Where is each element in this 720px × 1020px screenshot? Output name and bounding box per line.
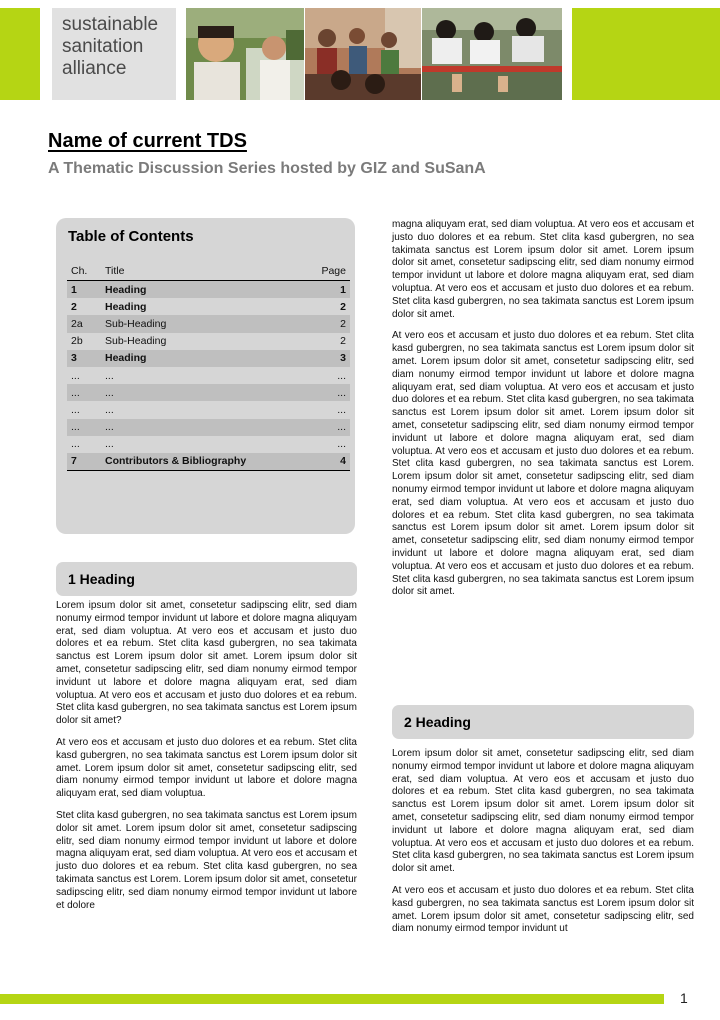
toc-row-ch: 7 [67, 453, 101, 471]
toc-row-page: ... [305, 419, 350, 436]
logo [52, 8, 176, 100]
toc-row[interactable] [67, 436, 350, 453]
paragraph: At vero eos et accusam et justo duo dolores et ea rebum. Stet clita kasd gubergren, no sea takimata sanctus est Lorem ipsum dolor sit amet. Lorem ipsum dolor sit amet, consetetur sadipscing elitr, sed diam nonumy eirmod tempor invidunt ut labore et dolore magna aliquyam erat, sed diam voluptua. At vero eos et accusam et justo duo dolores et ea rebum. Stet clita kasd gubergren, no sea takimata sanctus est Lorem ipsum dolor sit amet. Lorem ipsum dolor sit amet, consetetur sadipscing elitr, sed diam nonumy eirmod tempor invidunt ut labore et dolore magna aliquyam erat, sed diam voluptua. At vero eos et accusam et justo duo dolores et ea rebum. Stet clita kasd gubergren, no sea takimata sanctus est Lorem. Lorem ipsum dolor sit amet, consetetur sadipscing elitr, sed diam nonumy eirmod tempor invidunt ut labore et dolore magna aliquyam erat, sed diam voluptua. At vero eos et accusam et justo duo dolores et ea rebum. Stet clita kasd gubergren, no sea takimata sanctus est Lorem ipsum dolor sit amet. Lorem ipsum dolor sit amet, consetetur sadipscing elitr, sed diam nonumy eirmod tempor invidunt ut labore et dolore magna aliquyam erat, sed diam voluptua. At vero eos et accusam et justo duo dolores et ea rebum. Stet clita kasd gubergren, no sea takimata sanctus est Lorem ipsum dolor sit amet. [392, 330, 694, 598]
toc-row[interactable] [67, 367, 350, 384]
toc-row-ch: 3 [67, 350, 101, 367]
header-photo-handwashing [422, 8, 562, 100]
header-accent-right [572, 8, 720, 100]
toc-row[interactable] [67, 419, 350, 436]
toc-row-ch: ... [71, 438, 80, 451]
logo-line: sanitation [62, 36, 144, 57]
toc-row-title: Contributors & Bibliography [101, 453, 305, 471]
toc-row-ch: 2b [71, 335, 83, 348]
toc-row-page: ... [337, 403, 346, 416]
right-column-text-bottom [392, 748, 694, 945]
table-of-contents [56, 218, 355, 534]
toc-row-page: 3 [305, 350, 350, 367]
toc-row-page: 2 [305, 315, 350, 332]
toc-row-page: ... [337, 369, 346, 382]
header-photo-group [305, 8, 421, 100]
toc-row-page: 4 [305, 453, 350, 471]
toc-row-title: ... [105, 369, 114, 382]
toc-row-page: 1 [305, 281, 350, 299]
toc-table [67, 262, 350, 471]
toc-col-title: Title [101, 262, 305, 281]
toc-row-title: ... [105, 438, 114, 451]
toc-row-title: Heading [101, 350, 305, 367]
toc-row-title: ... [101, 419, 305, 436]
toc-row-ch: ... [71, 369, 80, 382]
toc-row-ch: ... [67, 419, 101, 436]
toc-row[interactable] [67, 401, 350, 418]
toc-row-title: Heading [101, 281, 305, 299]
toc-row-ch: 1 [67, 281, 101, 299]
left-column-text [56, 600, 357, 921]
toc-row[interactable] [67, 281, 350, 299]
header-accent-left [0, 8, 40, 100]
toc-row-title: ... [101, 384, 305, 401]
toc-row-page: 2 [340, 335, 346, 348]
section-heading-text: 2 Heading [404, 714, 471, 730]
logo-text [62, 14, 158, 80]
logo-line: sustainable [62, 14, 159, 35]
toc-row[interactable] [67, 350, 350, 367]
toc-row-title: Sub-Heading [105, 335, 167, 348]
paragraph: Lorem ipsum dolor sit amet, consetetur sadipscing elitr, sed diam nonumy eirmod tempor invidunt ut labore et dolore magna aliquyam erat, sed diam voluptua. At vero eos et accusam et justo duo dolores et ea rebum. Stet clita kasd gubergren, no sea takimata sanctus est Lorem ipsum dolor sit amet. Lorem ipsum dolor sit amet, consetetur sadipscing elitr, sed diam nonumy eirmod tempor invidunt ut labore et dolore magna aliquyam erat, sed diam voluptua. At vero eos et accusam et justo duo dolores et ea rebum. Stet clita kasd gubergren, no sea takimata sanctus est Lorem ipsum dolor sit amet. [392, 748, 694, 875]
paragraph: Stet clita kasd gubergren, no sea takimata sanctus est Lorem ipsum dolor sit amet. Lorem ipsum dolor sit amet, consetetur sadipscing elitr, sed diam nonumy eirmod tempor invidunt ut labore et dolore magna aliquyam erat, sed diam voluptua. At vero eos et accusam et justo duo dolores et ea rebum. Stet clita kasd gubergren, no sea takimata sanctus est Lorem. Lorem ipsum dolor sit amet, consetetur sadipscing elitr, sed diam nonumy eirmod tempor invidunt ut labore et dolore [56, 809, 357, 911]
toc-row[interactable] [67, 384, 350, 401]
toc-row-ch: 2 [71, 300, 77, 313]
page-number: 1 [680, 990, 688, 1006]
toc-col-page: Page [305, 262, 350, 281]
toc-row-page: ... [337, 438, 346, 451]
paragraph: At vero eos et accusam et justo duo dolores et ea rebum. Stet clita kasd gubergren, no sea takimata sanctus est Lorem ipsum dolor sit amet. Lorem ipsum dolor sit amet, consetetur sadipscing elitr, sed diam nonumy eirmod tempor invidunt ut labore et dolore magna aliquyam erat, sed diam voluptua. [56, 736, 357, 800]
toc-row-page: 2 [340, 300, 346, 313]
document-title: Name of current TDS [48, 130, 247, 152]
toc-row[interactable] [67, 298, 350, 315]
toc-row-title: ... [105, 403, 114, 416]
toc-row[interactable] [67, 453, 350, 471]
toc-header-row [67, 262, 350, 281]
paragraph: Lorem ipsum dolor sit amet, consetetur sadipscing elitr, sed diam nonumy eirmod tempor invidunt ut labore et dolore magna aliquyam erat, sed diam voluptua. At vero eos et accusam et justo duo dolores et ea rebum. Stet clita kasd gubergren, no sea takimata sanctus est Lorem ipsum dolor sit amet. Lorem ipsum dolor sit amet, consetetur sadipscing elitr, sed diam nonumy eirmod tempor invidunt ut labore et dolore magna aliquyam erat, sed diam voluptua. At vero eos et accusam et justo duo dolores et ea rebum. Stet clita kasd gubergren, no sea takimata sanctus est Lorem ipsum dolor sit amet? [56, 600, 357, 727]
paragraph: magna aliquyam erat, sed diam voluptua. At vero eos et accusam et justo duo dolores et ea rebum. Stet clita kasd gubergren, no sea takimata sanctus est Lorem ipsum dolor sit amet. Lorem ipsum dolor sit amet, consetetur sadipscing elitr, sed diam nonumy eirmod tempor invidunt ut labore et dolore magna aliquyam erat, sed diam voluptua. At vero eos et accusam et justo duo dolores et ea rebum. Stet clita kasd gubergren, no sea takimata sanctus est Lorem ipsum dolor sit amet. [392, 219, 694, 320]
footer-accent-bar [0, 994, 664, 1004]
toc-row-title: Sub-Heading [101, 315, 305, 332]
document-subtitle: A Thematic Discussion Series hosted by GIZ and SuSanA [48, 160, 486, 177]
section-heading-1 [56, 562, 357, 596]
paragraph: At vero eos et accusam et justo duo dolores et ea rebum. Stet clita kasd gubergren, no sea takimata sanctus est Lorem ipsum dolor sit amet. Lorem ipsum dolor sit amet, consetetur sadipscing elitr, sed diam nonumy eirmod tempor invidunt ut [392, 884, 694, 935]
toc-row-ch: ... [71, 403, 80, 416]
toc-row[interactable] [67, 315, 350, 332]
toc-row-page: ... [305, 384, 350, 401]
logo-line: alliance [62, 58, 127, 79]
header-photo-children [186, 8, 304, 100]
toc-col-ch: Ch. [67, 262, 101, 281]
toc-title: Table of Contents [68, 228, 194, 245]
toc-row-ch: ... [67, 384, 101, 401]
toc-row-ch: 2a [67, 315, 101, 332]
toc-row-title: Heading [105, 300, 147, 313]
section-heading-2 [392, 705, 694, 739]
toc-row[interactable] [67, 333, 350, 350]
right-column-text-top [392, 219, 694, 608]
section-heading-text: 1 Heading [68, 571, 135, 587]
